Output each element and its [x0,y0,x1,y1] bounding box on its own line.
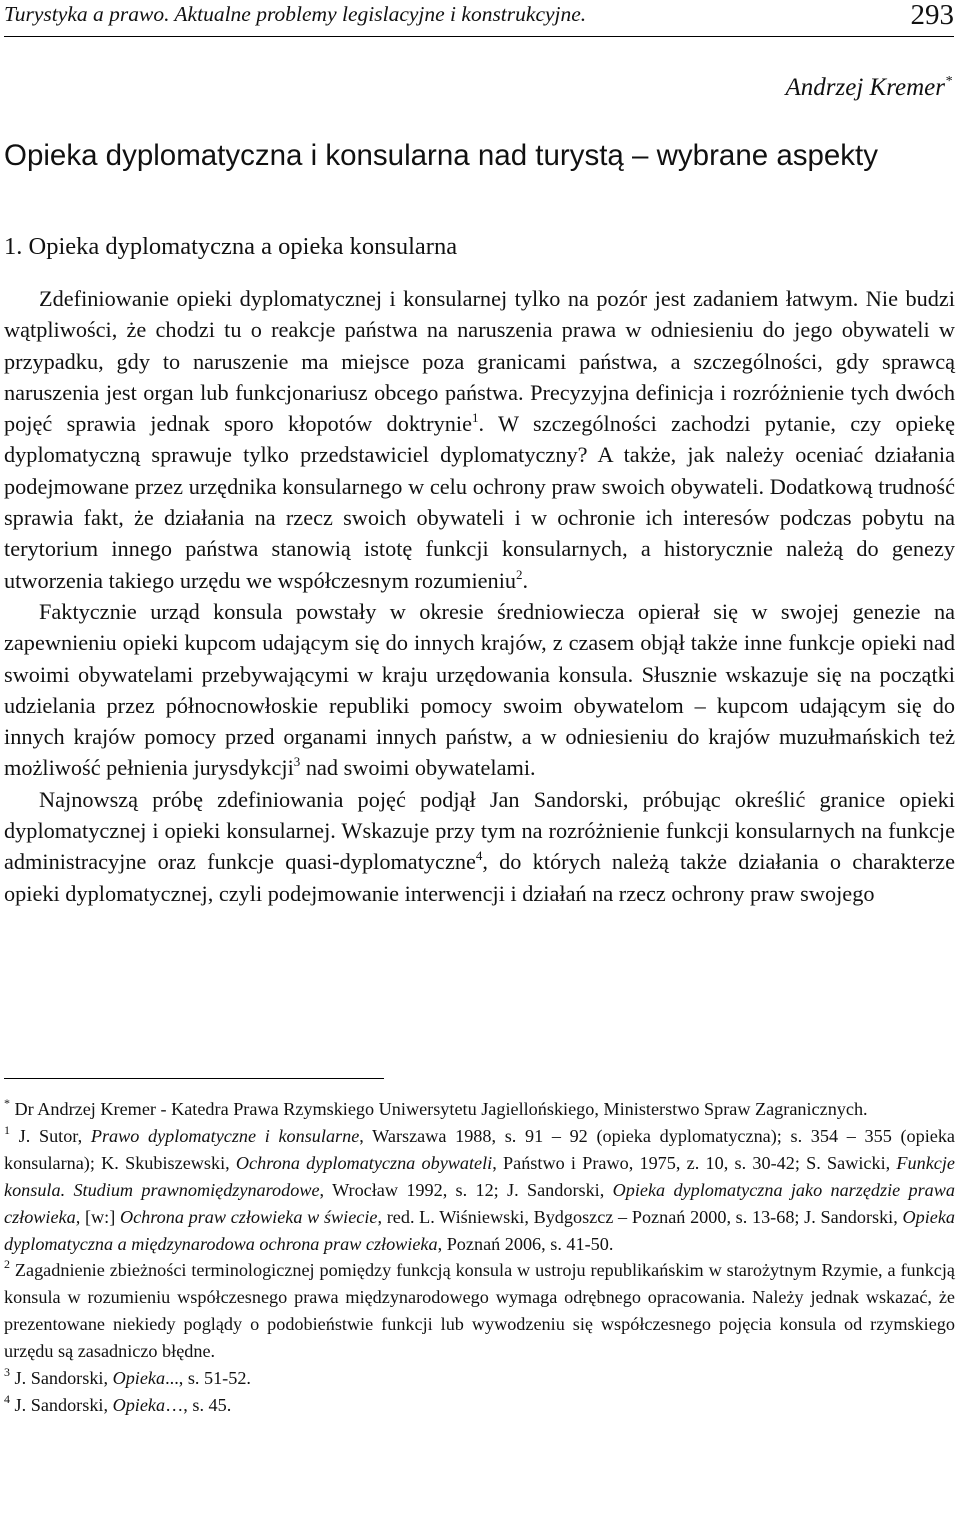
paragraph-3-text-b: , do których należą także działania o charakterze opieki dyplomatycznej, czyli podejmowanie interwencji i działań na rzecz ochrony praw swojego [4,849,955,906]
footnote-star-text: Dr Andrzej Kremer - Katedra Prawa Rzymskiego Uniwersytetu Jagiellońskiego, Ministerstwo Spraw Zagranicznych. [10,1099,868,1119]
footnote-1-text: , Państwo i Prawo, 1975, z. 10, s. 30-42; S. Sawicki, [492,1152,897,1173]
footnote-1-text: , red. L. Wiśniewski, Bydgoszcz – Poznań 2000, s. 13-68; J. Sandorski, [377,1206,903,1227]
footnote-1-text: , Warszawa 1988, s. 91 – 92 (opieka dyplomatyczna); s. 354 – 355 (opieka konsularna); K. Skubiszewski, [4,1125,955,1173]
footnote-4-citation-title: Opieka [112,1394,166,1415]
paragraph-1-text-b: . W szczególności zachodzi pytanie, czy opiekę dyplomatyczną sprawuje tylko przedstawiciel dyplomatyczny? A także, jak należy oceniać działania podejmowane przez urzędnika konsularnego w celu ochrony praw swoich obywateli. Dodatkową trudność sprawia fakt, że działania na rzecz swoich obywateli i w ochronie ich interesów podczas pobytu na terytorium innego państwa stanowią istotę funkcji konsularnych, a historycznie należą do genezy utworzenia takiego urzędu we współczesnym rozumieniu [4,411,955,593]
paragraph-3-text-a: Najnowszą próbę zdefiniowania pojęć podjął Jan Sandorski, próbując określić granice opieki dyplomatycznej i opieki konsularnej. Wskazuje przy tym na rozróżnienie funkcji konsularnych na funkcje administracyjne oraz funkcje quasi-dyplomatyczne [4,786,955,875]
footnote-2-mark: 2 [4,1257,10,1272]
footnote-ref-2: 2 [516,566,523,582]
footnote-1-citation-title: Ochrona dyplomatyczna obywateli [235,1152,493,1173]
footnote-3-mark: 3 [4,1365,10,1380]
footnote-1-citation-title: Funkcje konsula. Studium prawnomiędzynarodowe [4,1152,955,1200]
footnotes [4,1096,955,1419]
footnote-1-mark: 1 [4,1122,10,1137]
paragraph-1-text-a: Zdefiniowanie opieki dyplomatycznej i konsularnej tylko na pozór jest zadaniem łatwym. Nie budzi wątpliwości, że chodzi tu o reakcje państwa na naruszenia prawa w odniesieniu do jego obywateli w przypadku, gdy to naruszenie ma miejsce poza granicami państwa, a szczególności, gdy sprawcą naruszenia jest organ lub funkcjonariusz obcego państwa. Precyzyjna definicja i rozróżnienie tych dwóch pojęć sprawia jednak sporo kłopotów doktrynie [4,286,955,437]
footnote-1-citation-title: Prawo dyplomatyczne i konsularne [90,1125,360,1146]
footnote-4-mark: 4 [4,1391,10,1406]
footnote-2-text: Zagadnienie zbieżności terminologicznej pomiędzy funkcją konsula w ustroju republikańskim w starożytnym Rzymie, a funkcją konsula w rozumieniu współczesnego prawa międzynarodowego wymaga odrębnego opracowania. Należy jednak wskazać, że prezentowane niekiedy poglądy o podobieństwie funkcji lub wywodzeniu się współczesnego pojęcia konsula od rzymskiego urzędu są zasadniczo błędne. [4,1260,955,1362]
paragraph-2 [4,596,955,784]
footnote-1-text: , Wrocław 1992, s. 12; J. Sandorski, [319,1179,613,1200]
author-name [786,74,952,102]
footnote-1-text: J. Sutor, [10,1125,91,1146]
author-name-text: Andrzej Kremer [785,74,945,101]
footnote-4-text: …, s. 45. [165,1394,232,1415]
running-header [4,2,954,37]
page-number: 293 [910,0,954,31]
footnote-star [4,1096,955,1123]
footnote-2 [4,1257,955,1365]
footnote-3 [4,1365,955,1392]
article-body [4,283,955,909]
footnote-4 [4,1392,955,1419]
paragraph-1 [4,283,955,596]
paragraph-2-text-b: nad swoimi obywatelami. [300,755,536,781]
footnote-separator [4,1078,384,1079]
footnote-1-citation-title: Opieka dyplomatyczna jako narzędzie prawa człowieka, [4,1179,956,1227]
footnote-ref-1: 1 [472,410,479,426]
footnote-3-text: ..., s. 51-52. [165,1368,251,1389]
paragraph-2-text-a: Faktycznie urząd konsula powstały w okresie średniowiecza opierał się w swojej genezie na zapewnieniu opieki kupcom udającym się do innych krajów, z czasem objął także inne funkcje opieki nad swoimi obywatelami przebywającymi w kraju urzędowania konsula. Słusznie wskazuje się na początki udzielania przez północnowłoskie republiki pomocy swoim obywatelom – kupcom udającym się do innych krajów pomocy przed organami innych państw, a w odniesieniu do krajów muzułmańskich też możliwość pełnienia jurysdykcji [4,598,955,781]
footnote-1 [4,1123,955,1258]
running-header-title: Turystyka a prawo. Aktualne problemy legislacyjne i konstrukcyjne. [4,2,587,26]
section-heading: 1. Opieka dyplomatyczna a opieka konsularna [4,233,458,260]
footnote-ref-4: 4 [475,848,483,864]
footnote-1-text: [w:] [80,1206,120,1227]
footnote-1-citation-title: Ochrona praw człowieka w świecie [119,1206,378,1227]
footnote-1-text: , Poznań 2006, s. 41-50. [437,1233,614,1254]
paragraph-1-text-c: . [522,567,529,593]
footnote-3-text: J. Sandorski, [10,1368,113,1389]
article-title: Opieka dyplomatyczna i konsularna nad turystą – wybrane aspekty [4,139,878,172]
paragraph-3 [4,784,955,909]
author-footnote-mark: * [945,74,952,89]
footnote-4-text: J. Sandorski, [10,1394,113,1415]
footnote-3-citation-title: Opieka [112,1368,166,1389]
footnote-ref-3: 3 [293,754,301,770]
footnote-star-mark: * [4,1096,10,1110]
footnote-1-citation-title: Opieka dyplomatyczna a międzynarodowa ochrona praw człowieka [4,1206,955,1254]
